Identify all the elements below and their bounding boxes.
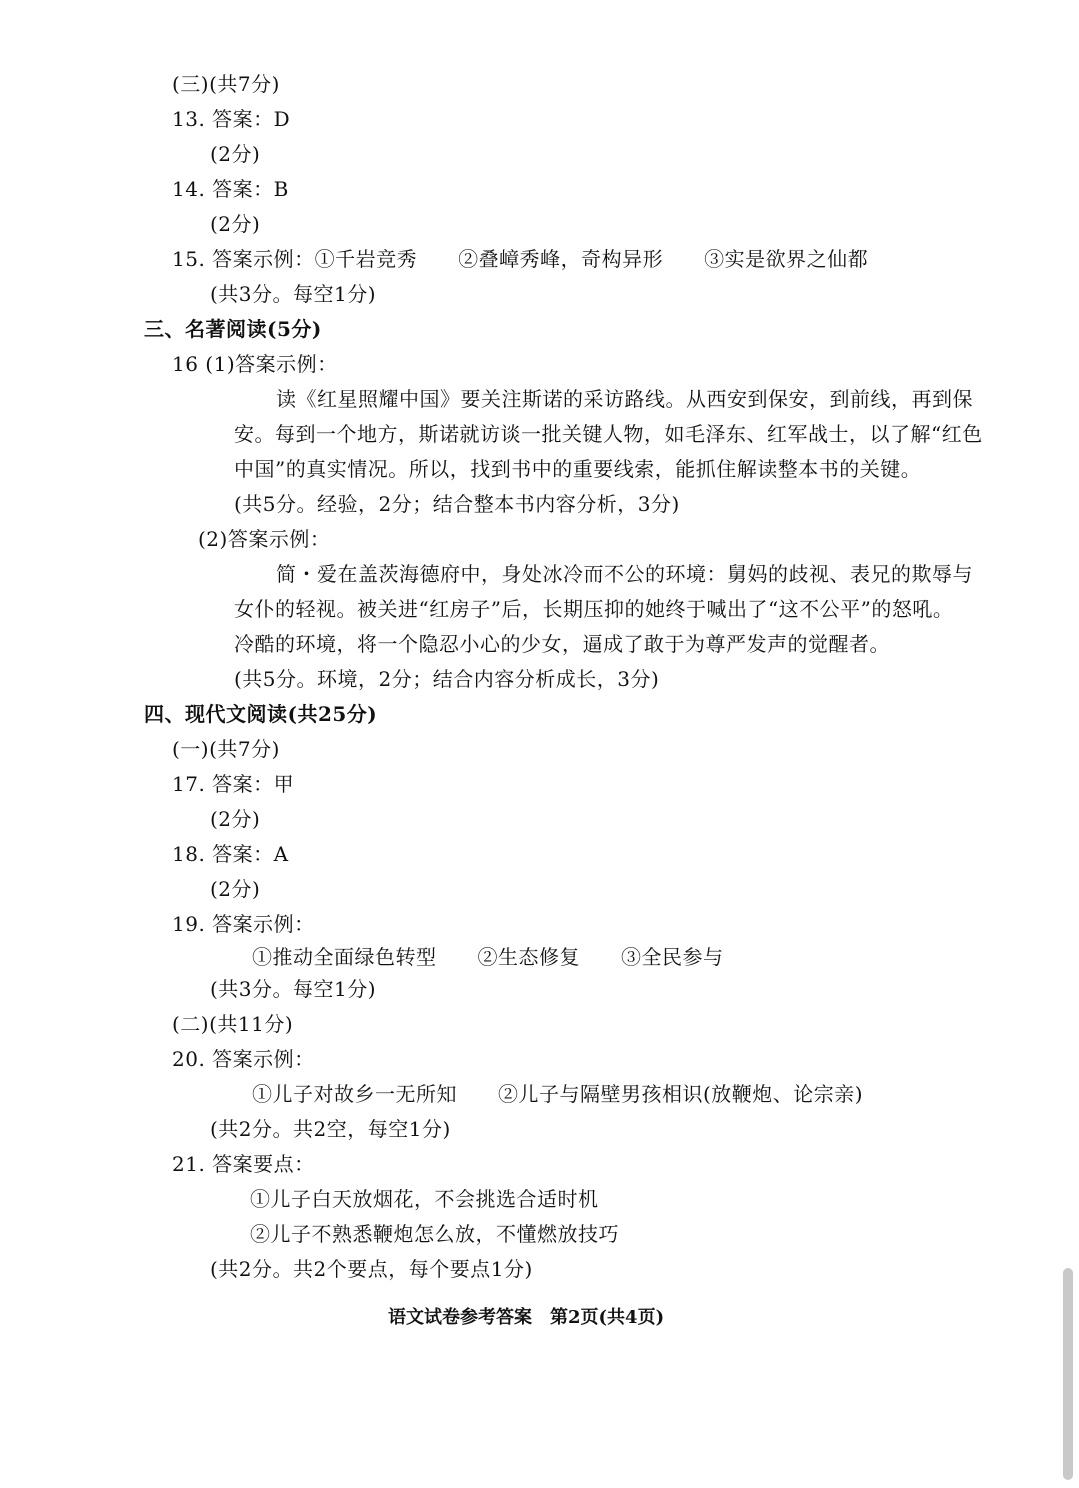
score-13: (2分) (210, 142, 261, 166)
answer-16-1-para-line: 安。每到一个地方，斯诺就访谈一批关键人物，如毛泽东、红军战士，以了解“红色 (234, 422, 983, 446)
answer-21-point-1: ①儿子白天放烟花，不会挑选合适时机 (250, 1187, 599, 1211)
answer-16-1-label: 16 (1)答案示例： (172, 352, 338, 376)
score-17: (2分) (210, 807, 261, 831)
subsection-2-heading: (二)(共11分) (172, 1012, 294, 1036)
score-19: (共3分。每空1分) (210, 977, 377, 1001)
answer-20-label: 20. 答案示例： (172, 1047, 315, 1071)
score-16-2: (共5分。环境，2分；结合内容分析成长，3分) (234, 667, 660, 691)
answer-16-2-label: (2)答案示例： (198, 527, 331, 551)
answer-16-1-para-line: 中国”的真实情况。所以，找到书中的重要线索，能抓住解读整本书的关键。 (234, 457, 922, 481)
answer-19-items: ①推动全面绿色转型 ②生态修复 ③全民参与 (252, 945, 724, 969)
answer-14: 14. 答案：B (172, 177, 289, 201)
score-15: (共3分。每空1分) (210, 282, 377, 306)
score-14: (2分) (210, 212, 261, 236)
score-16-1: (共5分。经验，2分；结合整本书内容分析，3分) (234, 492, 680, 516)
answer-16-2-para-line: 简・爱在盖茨海德府中，身处冰冷而不公的环境：舅妈的歧视、表兄的欺辱与 (276, 562, 973, 586)
answer-17: 17. 答案：甲 (172, 772, 295, 796)
answer-16-1-para-line: 读《红星照耀中国》要关注斯诺的采访路线。从西安到保安，到前线，再到保 (276, 387, 973, 411)
section-heading-classics: 三、名著阅读(5分) (144, 317, 322, 341)
subsection-1-heading: (一)(共7分) (172, 737, 280, 761)
score-20: (共2分。共2空，每空1分) (210, 1117, 451, 1141)
answer-16-2-para-line: 女仆的轻视。被关进“红房子”后，长期压抑的她终于喊出了“这不公平”的怒吼。 (234, 597, 954, 621)
score-18: (2分) (210, 877, 261, 901)
answer-20-items: ①儿子对故乡一无所知 ②儿子与隔壁男孩相识(放鞭炮、论宗亲) (252, 1082, 864, 1106)
section-3-subheading: (三)(共7分) (172, 72, 280, 96)
answer-19-label: 19. 答案示例： (172, 912, 315, 936)
answer-13: 13. 答案：D (172, 107, 291, 131)
answer-15: 15. 答案示例：①千岩竞秀 ②叠嶂秀峰，奇构异形 ③实是欲界之仙都 (172, 247, 869, 271)
page-footer: 语文试卷参考答案 第2页(共4页) (388, 1307, 665, 1328)
answer-16-2-para-line: 冷酷的环境，将一个隐忍小心的少女，逼成了敢于为尊严发声的觉醒者。 (234, 632, 890, 656)
score-21: (共2分。共2个要点，每个要点1分) (210, 1257, 533, 1281)
answer-21-point-2: ②儿子不熟悉鞭炮怎么放，不懂燃放技巧 (250, 1222, 619, 1246)
answer-21-label: 21. 答案要点： (172, 1152, 315, 1176)
answer-18: 18. 答案：A (172, 842, 289, 866)
section-heading-modern-reading: 四、现代文阅读(共25分) (144, 702, 378, 726)
scrollbar-thumb[interactable] (1063, 1268, 1073, 1480)
